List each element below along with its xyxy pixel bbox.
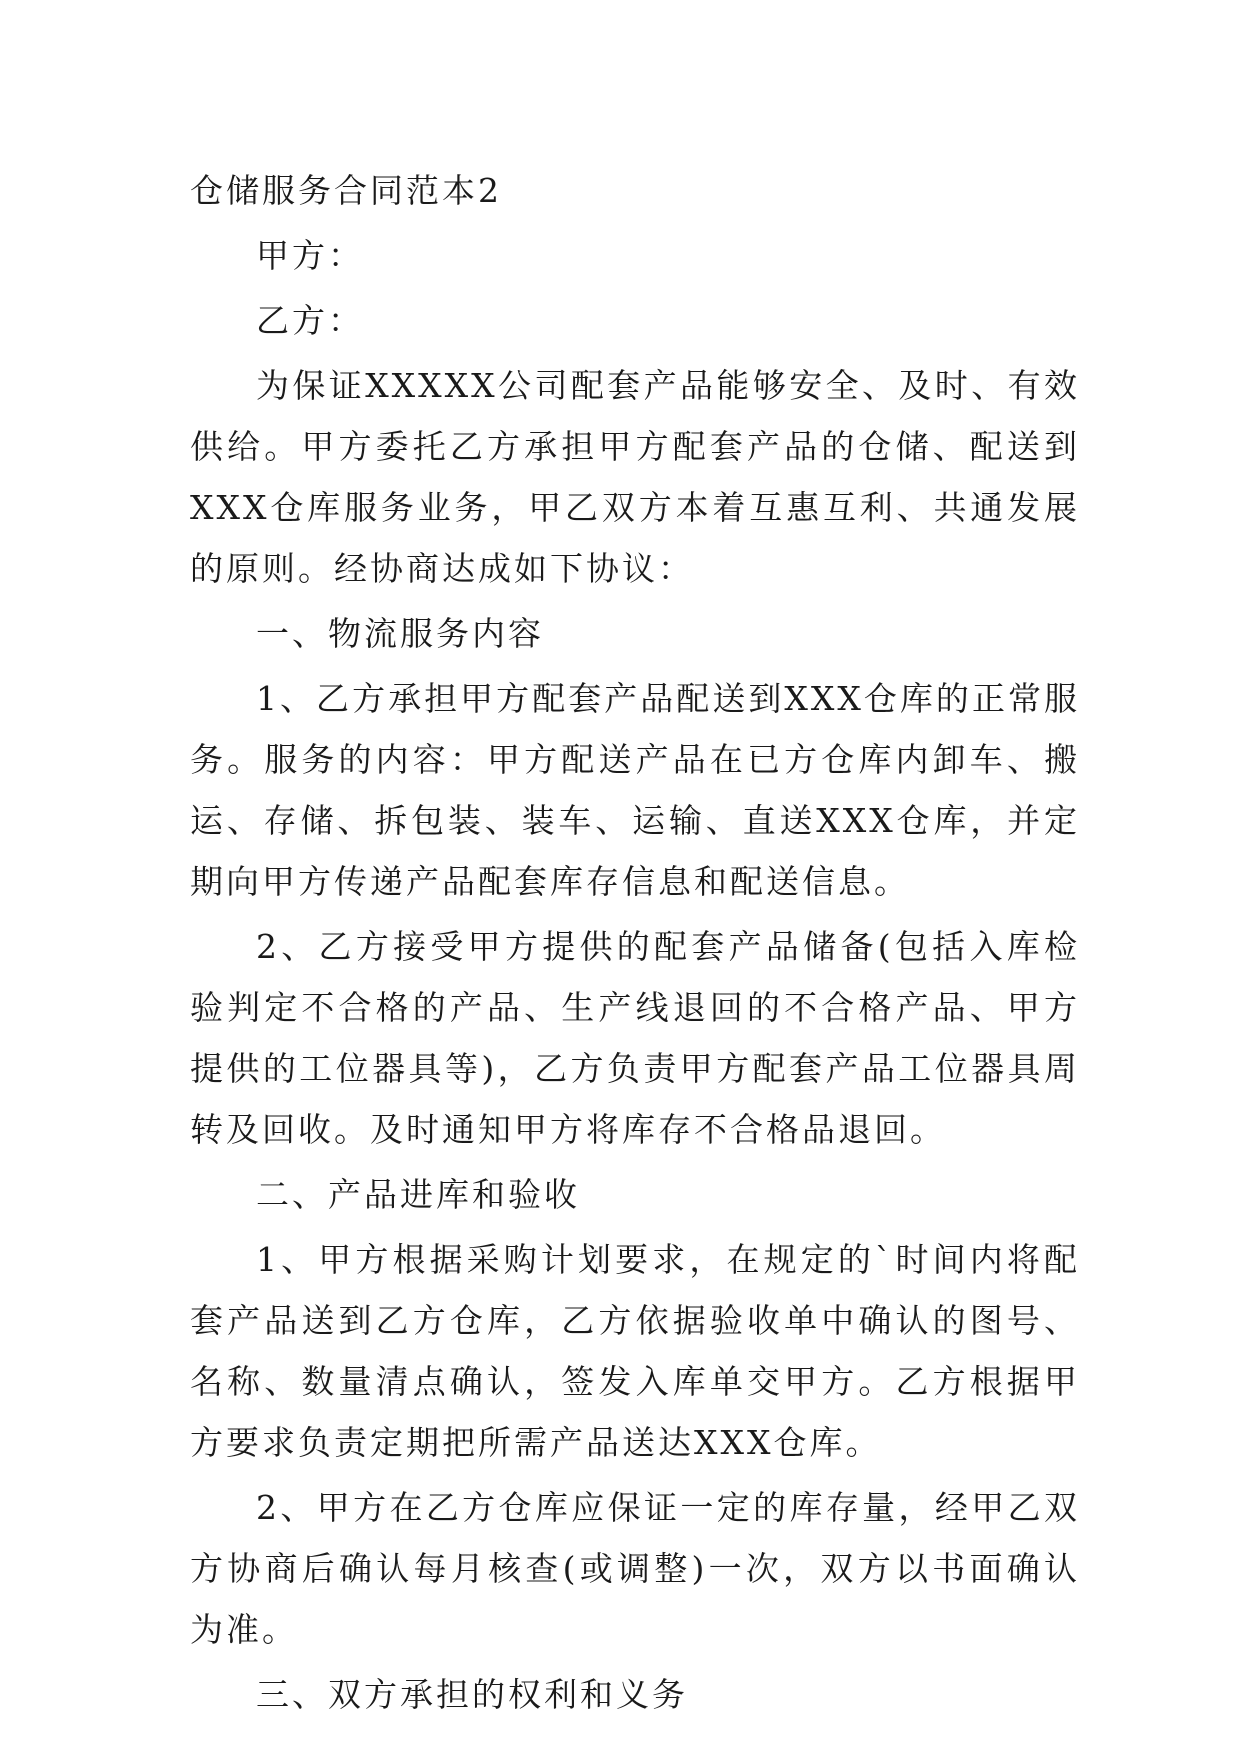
section-heading-2: 二、产品进库和验收 bbox=[256, 1175, 580, 1214]
section-1-clause-1: 1、乙方承担甲方配套产品配送到XXX仓库的正常服务。服务的内容：甲方配送产品在已方仓库内卸车、搬运、存储、拆包装、装车、运输、直送XXX仓库，并定期向甲方传递产品配套库存信息和配送信息。 bbox=[190, 679, 1080, 901]
document-body bbox=[190, 160, 1080, 1729]
section-1-clause-2: 2、乙方接受甲方提供的配套产品储备(包括入库检验判定不合格的产品、生产线退回的不合格产品、甲方提供的工位器具等)，乙方负责甲方配套产品工位器具周转及回收。及时通知甲方将库存不合格品退回。 bbox=[190, 927, 1080, 1149]
section-2-clause-1: 1、甲方根据采购计划要求，在规定的`时间内将配套产品送到乙方仓库，乙方依据验收单中确认的图号、名称、数量清点确认，签发入库单交甲方。乙方根据甲方要求负责定期把所需产品送达XXX仓库。 bbox=[190, 1240, 1080, 1462]
section-heading-3: 三、双方承担的权利和义务 bbox=[256, 1675, 688, 1714]
party-a-line: 甲方： bbox=[256, 236, 364, 275]
party-b-line: 乙方： bbox=[256, 301, 364, 340]
section-2-clause-2: 2、甲方在乙方仓库应保证一定的库存量，经甲乙双方协商后确认每月核查(或调整)一次，双方以书面确认为准。 bbox=[190, 1488, 1080, 1649]
preamble-paragraph: 为保证XXXXX公司配套产品能够安全、及时、有效供给。甲方委托乙方承担甲方配套产品的仓储、配送到XXX仓库服务业务，甲乙双方本着互惠互利、共通发展的原则。经协商达成如下协议： bbox=[190, 366, 1080, 588]
document-title: 仓储服务合同范本2 bbox=[190, 171, 502, 210]
section-heading-1: 一、物流服务内容 bbox=[256, 614, 544, 653]
